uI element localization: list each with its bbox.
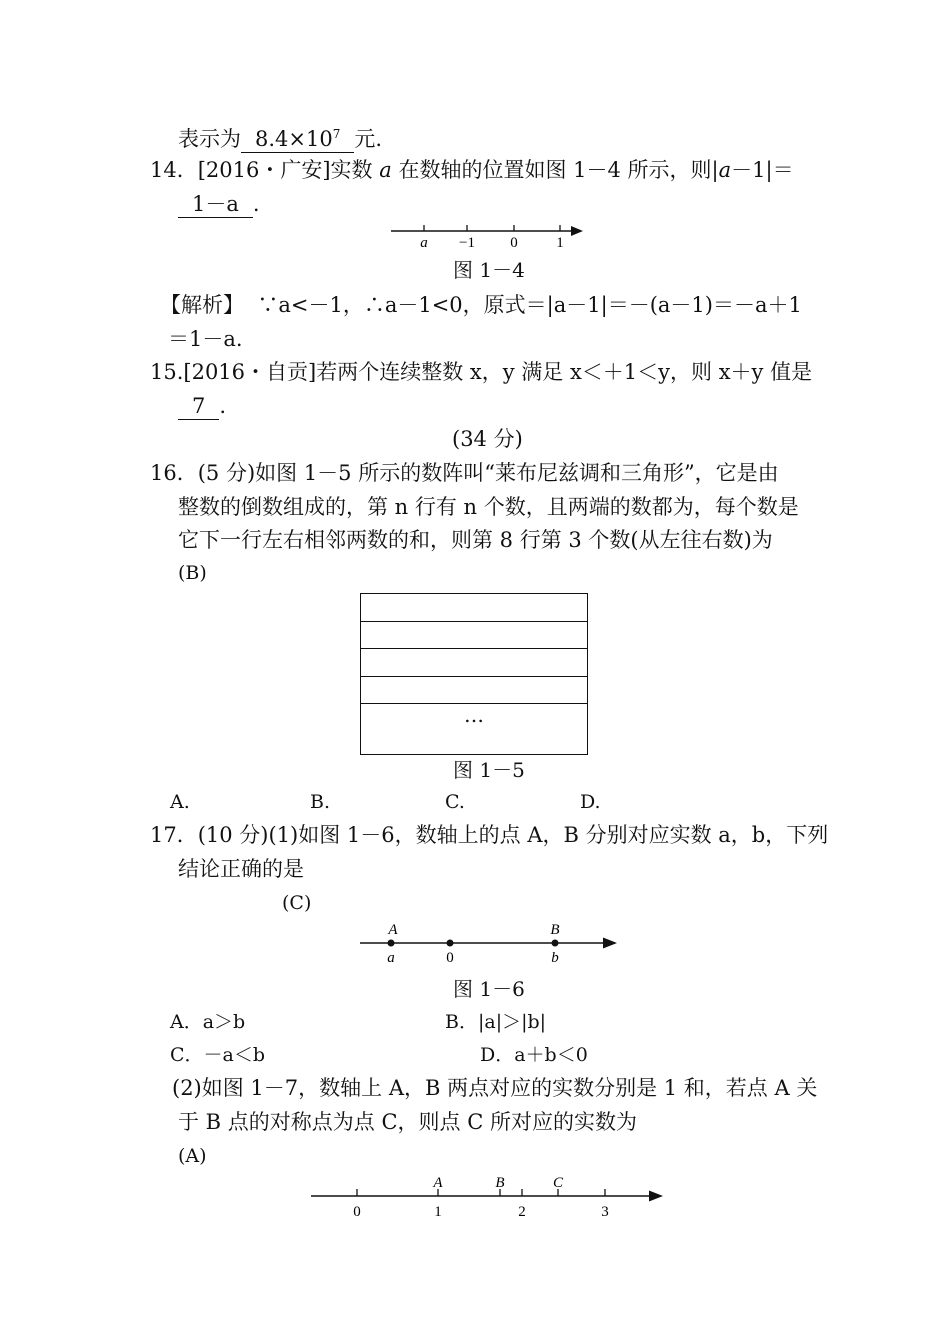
analysis-label: 【解析】 [160,293,244,317]
q15-answer-line: 7 . [178,391,226,421]
q14-number-line-figure [385,222,590,254]
q16-option-c: C. [445,791,465,813]
q17-option-a: A．a＞b [170,1011,246,1033]
triangle-row-3 [361,649,587,677]
fig7-label-A: A [433,1175,443,1191]
fig6-axis-arrow [603,938,617,949]
q14-answer-line: 1－a . [178,189,260,219]
triangle-row-ellipsis: … [464,703,484,727]
q17-part1-line2: 结论正确的是 [178,857,304,881]
q16-option-d: D. [580,791,601,813]
q17-part2-line2: 于 B 点的对称点为点 C，则点 C 所对应的实数为 [178,1110,637,1134]
q14-stem: 14．[2016・广安]实数 a 在数轴的位置如图 1－4 所示，则|a－1|＝ [150,158,794,182]
q13-suffix: 元. [354,127,383,151]
fig6-point-b [552,940,559,947]
q17-option-c: C．－a＜b [170,1044,266,1066]
fig6-label-b: b [551,950,559,966]
fig6-point-origin [447,940,454,947]
fig7-label-1: 1 [434,1204,442,1220]
q14-label-a: a [420,235,428,251]
fig6-point-a [388,940,395,947]
fig-1-7-number-line [305,1170,670,1225]
q16-stem-line1: 16．(5 分)如图 1－5 所示的数阵叫“莱布尼兹调和三角形”，它是由 [150,461,779,485]
q17-option-b: B．|a|＞|b| [445,1011,547,1033]
q17-part1-line1: 17．(10 分)(1)如图 1－6，数轴上的点 A，B 分别对应实数 a，b，下列 [150,823,829,847]
q15-stem: 15.[2016・自贡]若两个连续整数 x，y 满足 x＜＋1＜y，则 x＋y 值是 [150,360,813,384]
fig7-axis-arrow [649,1191,663,1202]
figure-caption-1-4: 图 1－4 [453,258,525,282]
q14-answer-blank: 1－a [178,191,253,218]
triangle-row-4 [361,677,587,705]
q13-answer-line [178,121,382,154]
fig7-label-0: 0 [353,1204,361,1220]
q17-part2-line1: (2)如图 1－7，数轴上 A，B 两点对应的实数分别是 1 和，若点 A 关 [172,1076,818,1100]
q14-label-0: 0 [510,235,518,251]
fig7-label-3: 3 [601,1204,609,1220]
q13-prefix: 表示为 [178,127,241,151]
q14-label-1: 1 [556,235,564,251]
fig6-label-A: A [388,922,398,938]
q14-axis-arrow [571,226,583,236]
q14-analysis-line1: 【解析】 ∵a<－1，∴a－1<0，原式＝|a－1|＝－(a－1)＝－a＋1 [160,293,802,317]
q16-option-b: B. [310,791,331,813]
fig6-label-a: a [387,950,395,966]
q16-option-a: A. [170,791,190,813]
figure-caption-1-6: 图 1－6 [453,977,525,1001]
fig-1-6-number-line [355,920,625,968]
q15-answer-blank: 7 [178,393,219,420]
fig6-label-B: B [550,922,560,938]
harmonic-triangle-figure [360,593,588,755]
triangle-row-1 [361,594,587,622]
fig7-label-C: C [552,1175,564,1191]
figure-caption-1-5: 图 1－5 [453,758,525,782]
section-score: (34 分) [452,427,523,451]
q17-part2-answer: (A) [178,1145,207,1167]
q17-part1-answer: (C) [282,892,312,914]
q16-answer: (B) [178,562,207,584]
fig6-label-zero: 0 [446,950,454,966]
q13-answer-blank: $8.4\times 10^7$ [241,121,354,153]
q14-label-neg1: −1 [459,235,475,251]
q16-stem-line3: 它下一行左右相邻两数的和，则第 8 行第 3 个数(从左往右数)为 [178,528,773,552]
fig7-label-2: 2 [518,1204,526,1220]
q14-analysis-line2: ＝1－a. [168,327,243,351]
triangle-row-2 [361,622,587,650]
q17-option-d: D．a＋b＜0 [480,1044,588,1066]
q16-stem-line2: 整数的倒数组成的，第 n 行有 n 个数，且两端的数都为，每个数是 [178,495,799,519]
fig7-label-B: B [495,1175,505,1191]
